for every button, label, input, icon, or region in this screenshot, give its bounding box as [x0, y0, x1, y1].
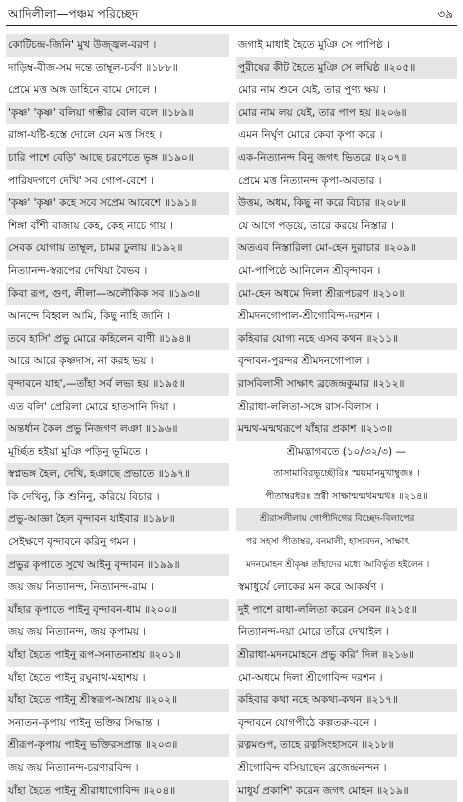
sloka-reference: শ্রীমদ্ভাগবতে (১০/৩২/৩) — — [287, 445, 406, 458]
verse-line: মূর্চ্ছিত হইয়া মুঞি পড়িনু ভূমিতে । — [8, 445, 148, 458]
verse-line: যাঁহার কৃপাতে পাইনু বৃন্দাবন-ধাম ॥২০০॥ — [6, 599, 229, 622]
verse-line: 'কৃষ্ণ' 'কৃষ্ণ' কহে সবে সপ্রেম আবেশে ॥১৯১॥ — [6, 192, 229, 215]
verse-line: রাসবিলাসী সাক্ষাৎ ব্রজেন্দ্রকুমার ॥২১২॥ — [236, 373, 457, 396]
verse-line: আরে আরে কৃষ্ণদাস, না করহ ভয় । — [8, 355, 154, 368]
verse-line: 'কৃষ্ণ' 'কৃষ্ণ' বলিয়া গম্ভীর বোল বলে ॥১৮৯॥ — [6, 102, 229, 125]
verse-line: এত বলি' প্রেরিলা মোরে হাতসানি দিয়া । — [8, 400, 176, 413]
verse-line: মো-অধমে দিলা শ্রীগোবিন্দ দরশন । — [238, 671, 383, 684]
verse-line: চারি পাশে বেড়ি' আছে চরণেতে ভৃঙ্গ ॥১৯০॥ — [6, 147, 229, 170]
verse-line: রাঙ্গা-যষ্টি-হস্তে দোলে যেন মত্ত সিংহ । — [8, 129, 163, 142]
verse-line: দুই পাশে রাধা-ললিতা করেন সেবন ॥২১৫॥ — [236, 599, 457, 622]
verse-line: কহিবার যোগ্য নহে এসব কথন ॥২১১॥ — [236, 328, 457, 351]
verse-line: পুরীষের কীট হৈতে মুঞি সে লঘিষ্ঠ ॥২০৫॥ — [236, 57, 457, 80]
verse-line: যাঁহা হৈতে পাইনু শ্রীস্বরূপ-আশ্রয় ॥২০২॥ — [6, 689, 229, 712]
verse-line: বৃন্দাবনে যোগপীঠে কল্পতরু-বনে । — [238, 716, 377, 729]
sanskrit-sloka-line: পীতাম্বরধরঃ স্রগ্বী সাক্ষান্মন্মথমন্মথঃ ॥২১৪॥ — [265, 490, 428, 502]
verse-line: প্রেমে মত্ত নিত্যানন্দ কৃপা-অবতার । — [238, 174, 382, 187]
verse-line: নিত্যানন্দ-স্বরূপের দেখিয়া বৈভব । — [8, 264, 148, 277]
verse-line: সনাতন-কৃপায় পাইনু ভক্তির সিদ্ধান্ত । — [8, 716, 160, 729]
verse-line: প্রভু-আজ্ঞা হৈল বৃন্দাবন যাইবার ॥১৯৮॥ — [6, 508, 229, 531]
verse-line: শ্রীগোবিন্দ বসিয়াছেন ব্রজেন্দ্রনন্দন । — [238, 762, 387, 774]
verse-line: মো-পাপিষ্ঠে আনিলেন শ্রীবৃন্দাবন । — [238, 264, 381, 277]
left-column — [6, 34, 229, 802]
verse-line: মাধুর্য প্রকাশি' করেন জগৎ মোহন ॥২১৯॥ — [236, 780, 457, 802]
verse-line: স্বপ্নভঙ্গ হৈল, দেখি, হঞাছে প্রভাতে ॥১৯৭॥ — [6, 463, 229, 486]
verse-line: বৃন্দাবন-পুরন্দর শ্রীমদনগোপাল । — [238, 355, 370, 368]
verse-line: পারিষদগণে দেখি' সব গোপ-বেশে । — [8, 174, 154, 187]
sanskrit-sloka-line: তাসামাবিরভূচ্ছৌরিঃ স্ময়মানমুখাম্বুজঃ । — [273, 468, 420, 480]
verse-line: অতএব নিস্তারিলা মো-হেন দুরাচার ॥২০৯॥ — [236, 237, 457, 260]
verse-line: সেবক যোগায় তাম্বূল, চামর ঢুলায় ॥১৯২॥ — [6, 237, 229, 260]
verse-line: কহিবার কথা নহে অকথ্য-কথন ॥২১৭॥ — [236, 689, 457, 712]
right-column — [236, 34, 457, 802]
verse-line: যাঁহা হৈতে পাইনু শ্রীরাধাগোবিন্দ ॥২০৪॥ — [6, 780, 229, 802]
verse-line: সেইক্ষণে বৃন্দাবনে করিনু গমন । — [8, 536, 136, 549]
verse-line: শ্রীরাধা-মদনমোহনে প্রভু করি' দিল ॥২১৬॥ — [236, 644, 457, 667]
verse-line: নিত্যানন্দ-দয়া মোরে তাঁরে দেখাইল । — [238, 626, 389, 639]
verse-line: মোর নাম লয় যেই, তার পাপ হয় ॥২০৬॥ — [236, 102, 457, 125]
verse-line: শ্রীরূপ-কৃপায় পাইনু ভক্তিরসপ্রান্ত ॥২০৩॥ — [6, 734, 229, 757]
verse-line: মোর নাম শুনে যেই, তার পুণ্য ক্ষয় । — [238, 84, 386, 97]
verse-line: অন্তর্ধান কৈল প্রভু নিজগণ লঞা ॥১৯৬॥ — [6, 418, 229, 441]
translation-note-line: শ্রীরাসলীলায় গোপীদিগের বিচ্ছেদ-বিলাপের — [236, 508, 457, 531]
verse-line: জগাই মাধাই হৈতে মুঞি সে পাপিষ্ঠ । — [238, 39, 390, 51]
verse-line: প্রেমে মত্ত অঙ্গ ডাহিনে বামে দোলে । — [8, 84, 157, 97]
verse-line: শ্রীমদনগোপাল-শ্রীগোবিন্দ-দরশন । — [238, 310, 380, 323]
header-rule — [6, 25, 457, 26]
verse-line: আনন্দে বিহ্বল আমি, কিছু নাহি জানি । — [8, 310, 171, 323]
verse-line: জয় জয় নিত্যানন্দ-চরণারবিন্দ । — [8, 762, 139, 774]
verse-line: প্রভুর কৃপাতে সুখে আইনু বৃন্দাবন ॥১৯৯॥ — [6, 554, 229, 577]
verse-line: বৃন্দাবনে যাহ',—তাঁহা সর্ব লভ্য হয় ॥১৯৫॥ — [6, 373, 229, 396]
page-number: ৩৯ — [437, 7, 453, 21]
translation-note-line: পর সহসা পীতাম্বর, বনমালী, হাস্যবদন, সাক্ষাৎ — [246, 537, 410, 548]
verse-line: রত্নমণ্ডপ, তাহে রত্নসিংহাসনে ॥২১৮॥ — [236, 734, 457, 757]
verse-line: উত্তম, অধম, কিছু না করে বিচার ॥২০৮॥ — [236, 192, 457, 215]
verse-line: দাড়িম্ব-বীজ-সম দন্তে তাম্বূল-চর্বণ ॥১৮৮॥ — [8, 61, 178, 74]
verse-line: যে আগে পড়য়ে, তারে করয়ে নিস্তার । — [238, 219, 394, 232]
verse-line: যাঁহা হৈতে পাইনু রূপ-সনাতনাশ্রয় ॥২০১॥ — [6, 644, 229, 667]
verse-line: জয় জয় নিত্যানন্দ, জয় কৃপাময় । — [8, 626, 146, 639]
verse-line: কিবা রূপ, গুণ, লীলা—অলৌকিক সব ॥১৯৩॥ — [6, 283, 229, 306]
page-header — [0, 0, 463, 28]
verse-line: শিঙ্গা বাঁশী বাজায় কেহ, কেহ নাচে গায় । — [8, 219, 173, 232]
verse-line: স্বমাধুর্যে লোকের মন করে আকর্ষণ । — [238, 581, 384, 594]
verse-line: মো-হেন অধমে দিলা শ্রীরূপচরণ ॥২১০॥ — [236, 283, 457, 306]
verse-line: কি দেখিনু, কি শুনিনু, করিয়ে বিচার । — [8, 490, 160, 503]
verse-line: শ্রীরাধা-ললিতা-সঙ্গে রাস-বিলাস । — [238, 400, 379, 413]
running-title: আদিলীলা—পঞ্চম পরিচ্ছেদ — [8, 7, 139, 21]
verse-line: মন্মথ-মন্মথরূপে যাঁহার প্রকাশ ॥২১৩॥ — [236, 418, 457, 441]
verse-line: যাঁহা হৈতে পাইনু রঘুনাথ-মহাশয় । — [8, 671, 146, 684]
verse-line: এমন নির্ঘৃণ মোরে কেবা কৃপা করে । — [238, 129, 383, 142]
verse-line: জয় জয় নিত্যানন্দ, নিত্যানন্দ-রাম । — [8, 581, 154, 594]
translation-note-line: মদনমোহন শ্রীকৃষ্ণ তাঁহাদের মধ্যে আবির্ভূত হইলেন । — [246, 559, 430, 570]
verse-line: তবে হাসি' প্রভু মোরে কহিলেন বাণী ॥১৯৪॥ — [6, 328, 229, 351]
verse-line: এক-নিত্যানন্দ বিনু জগৎ ভিতরে ॥২০৭॥ — [236, 147, 457, 170]
verse-line: কোটিচন্দ্র-জিনি' মুখ উজ্জ্বল-বরণ । — [6, 34, 229, 57]
